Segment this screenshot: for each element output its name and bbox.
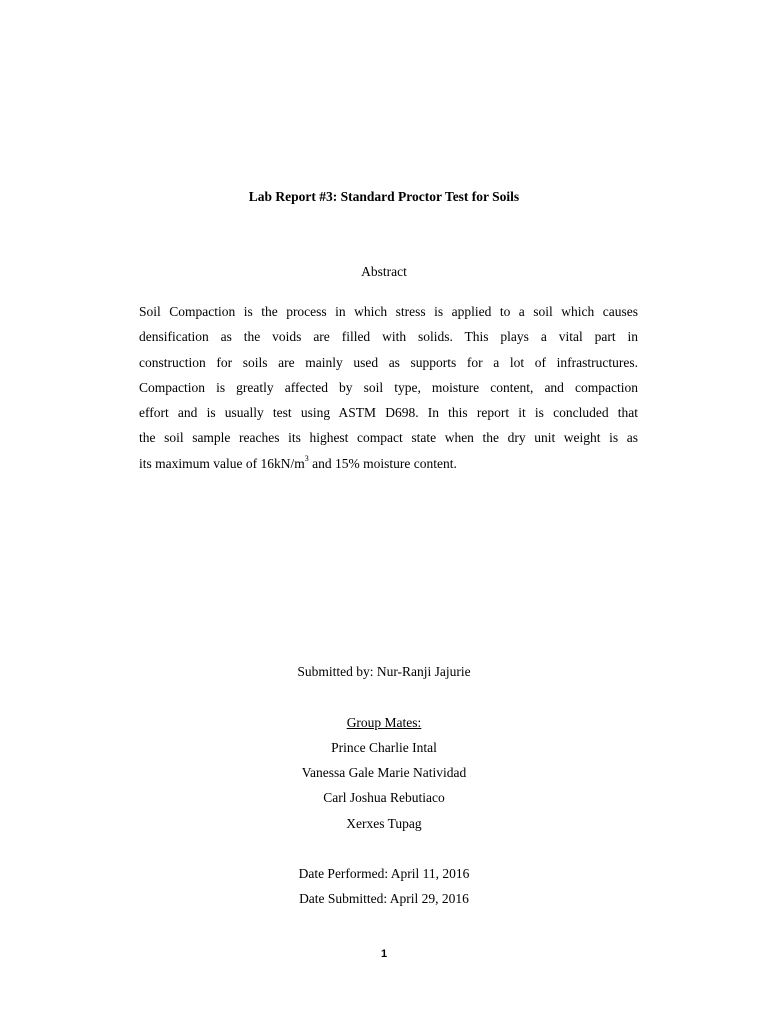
report-title: Lab Report #3: Standard Proctor Test for Soils <box>248 189 520 204</box>
abstract-line: Soil Compaction is the process in which stress is applied to a soil which causes <box>139 304 638 319</box>
page-number: 1 <box>380 948 388 960</box>
unit-superscript: 3 <box>304 454 309 464</box>
date-performed: Date Performed: April 11, 2016 <box>298 866 470 881</box>
group-mates-label <box>0 714 768 732</box>
abstract-line: Compaction is greatly affected by soil type, moisture content, and compaction <box>139 379 638 395</box>
abstract-line: the soil sample reaches its highest compact state when the dry unit weight is as <box>139 430 638 446</box>
date-submitted: Date Submitted: April 29, 2016 <box>299 891 469 906</box>
abstract-heading: Abstract <box>361 264 407 279</box>
abstract-body <box>139 299 638 476</box>
group-mate-name: Xerxes Tupag <box>346 816 422 831</box>
abstract-line: construction for soils are mainly used as supports for a lot of infrastructures. <box>139 354 638 370</box>
group-mate-name: Prince Charlie Intal <box>331 740 437 755</box>
abstract-last-line <box>139 451 638 476</box>
group-mate-name: Carl Joshua Rebutiaco <box>323 790 445 805</box>
abstract-line: effort and is usually test using ASTM D698. In this report it is concluded that <box>139 405 638 421</box>
abstract-last-line-end: and 15% moisture content. <box>308 455 457 471</box>
abstract-line: densification as the voids are filled with solids. This plays a vital part in <box>139 329 638 345</box>
submitted-by: Submitted by: Nur-Ranji Jajurie <box>297 664 471 679</box>
group-mate-name: Vanessa Gale Marie Natividad <box>301 765 467 780</box>
abstract-last-line-start: its maximum value of 16kN/m <box>139 455 305 471</box>
group-mates-label-text: Group Mates: <box>346 715 422 730</box>
